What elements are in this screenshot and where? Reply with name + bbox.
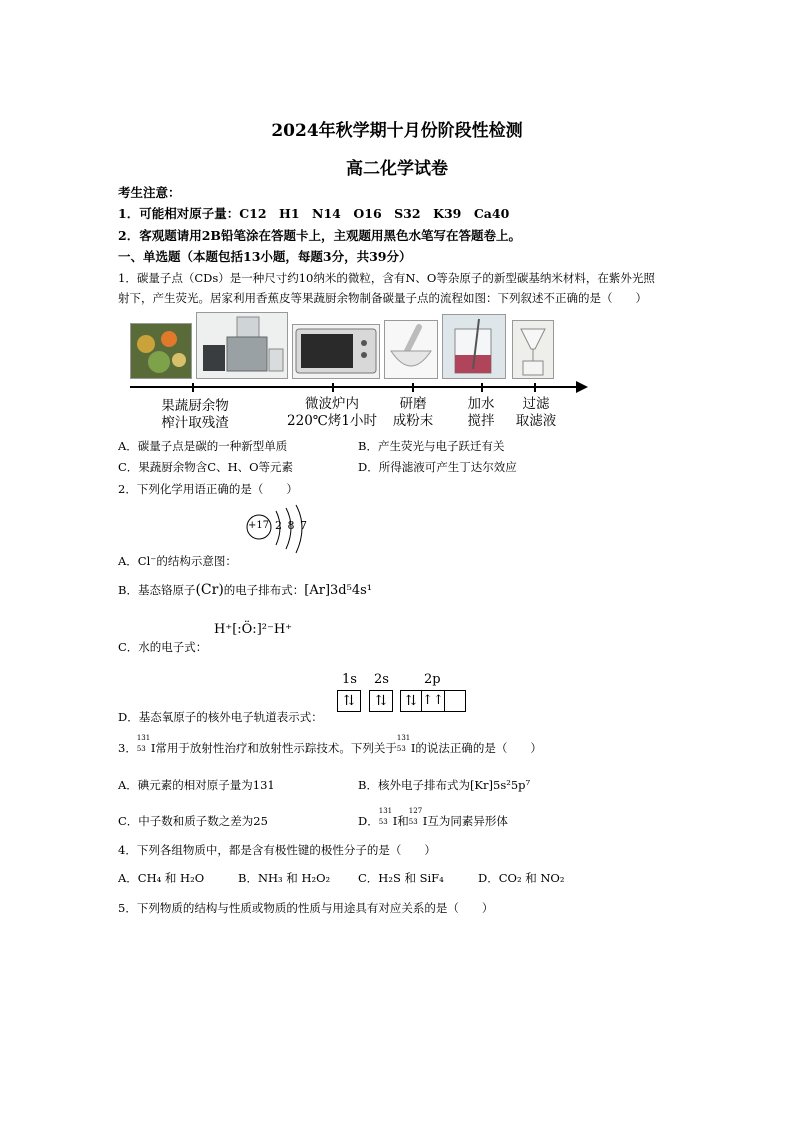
q2-stem: 2．下列化学用语正确的是（ ） — [118, 482, 298, 496]
orbital-box-2p-1: ⇅ — [400, 690, 422, 712]
q4-option-c: C．H₂S 和 SiF₄ — [358, 871, 444, 885]
q4-stem: 4．下列各组物质中，都是含有极性键的极性分子的是（ ） — [118, 843, 436, 857]
nucleus-charge: +17 — [248, 520, 270, 531]
exam-subtitle: 高二化学试卷 — [346, 159, 448, 179]
flow-tick — [192, 383, 194, 392]
q1-stem-line-2: 射下，产生荧光。居家利用香蕉皮等果蔬厨余物制备碳量子点的流程如图：下列叙述不正确的是（ ） — [118, 291, 647, 305]
flow-arrow-line — [130, 386, 578, 388]
orbital-box-2s: ⇅ — [369, 690, 393, 712]
q4-option-d: D．CO₂ 和 NO₂ — [478, 871, 565, 885]
flow-step-3-label: 研磨 成粉末 — [392, 396, 434, 429]
q2-option-d: D．基态氧原子的核外电子轨道表示式： — [118, 710, 323, 724]
flow-step-1-label: 果蔬厨余物 榨汁取残渣 — [161, 398, 229, 431]
section-heading: 一、单选题（本题包括13小题，每题3分，共39分） — [118, 249, 412, 264]
q2-option-c: C．水的电子式： — [118, 640, 208, 654]
flow-tick — [412, 383, 414, 392]
q3-option-c: C．中子数和质子数之差为25 — [118, 814, 268, 828]
notice-line-1: 1．可能相对原子量：C12 H1 N14 O16 S32 K39 Ca40 — [118, 206, 510, 221]
q1-stem-line-1: 1．碳量子点（CDs）是一种尺寸约10纳米的微粒，含有N、O等杂原子的新型碳基纳米材料，在紫外光照 — [118, 271, 655, 285]
q1-option-d: D．所得滤液可产生丁达尔效应 — [358, 460, 517, 474]
q2-option-b: B．基态铬原子(Cr)的电子排布式：[Ar]3d⁵4s¹ — [118, 582, 372, 598]
q3-stem: 3． 131 53 I常用于放射性治疗和放射性示踪技术。下列关于 131 53 I的说法正确的是（ ） — [118, 734, 542, 755]
exam-title: 2024年秋学期十月份阶段性检测 — [271, 121, 523, 141]
electron-shells: 2 8 7 — [275, 519, 308, 532]
flow-tick — [332, 383, 334, 392]
flow-step-2-label: 微波炉内 220℃烤1小时 — [287, 396, 377, 429]
q1-option-c: C．果蔬厨余物含C、H、O等元素 — [118, 460, 294, 474]
vegetable-scraps-image — [130, 323, 192, 379]
orbital-box-2p-2: ↑↑ — [421, 690, 445, 712]
orbital-box-2p-3 — [444, 690, 466, 712]
q3-option-a: A．碘元素的相对原子量为131 — [118, 778, 275, 792]
chloride-ion-structure-diagram — [244, 503, 314, 563]
water-electron-formula: H⁺[:Ö:]²⁻H⁺ — [214, 622, 293, 637]
juicer-image — [196, 312, 288, 379]
orbital-label-1s: 1s — [342, 672, 357, 687]
beaker-stirring-image — [442, 314, 506, 379]
orbital-box-1s: ⇅ — [337, 690, 361, 712]
q5-stem: 5．下列物质的结构与性质或物质的性质与用途具有对应关系的是（ ） — [118, 901, 494, 915]
q2-option-a: A．Cl⁻的结构示意图： — [118, 554, 237, 568]
q1-option-a: A．碳量子点是碳的一种新型单质 — [118, 439, 288, 453]
flow-step-4-label: 加水 搅拌 — [467, 396, 495, 429]
q1-option-b: B．产生荧光与电子跃迁有关 — [358, 439, 505, 453]
microwave-image — [292, 324, 380, 379]
q4-option-a: A．CH₄ 和 H₂O — [118, 871, 205, 885]
mortar-pestle-image — [384, 320, 438, 379]
q4-option-b: B．NH₃ 和 H₂O₂ — [238, 871, 331, 885]
notice-heading: 考生注意： — [118, 185, 181, 200]
flow-arrow-head-icon — [576, 381, 588, 393]
filtration-image — [512, 320, 554, 379]
q3-option-d: D． 131 53 I和 127 53 I互为同素异形体 — [358, 807, 508, 828]
q3-option-b: B．核外电子排布式为[Kr]5s²5p⁷ — [358, 778, 531, 792]
orbital-label-2s: 2s — [374, 672, 389, 687]
flow-tick — [534, 383, 536, 392]
flow-step-5-label: 过滤 取滤液 — [515, 396, 557, 429]
flow-tick — [481, 383, 483, 392]
notice-line-2: 2．客观题请用2B铅笔涂在答题卡上，主观题用黑色水笔写在答题卷上。 — [118, 228, 521, 243]
orbital-label-2p: 2p — [424, 672, 441, 687]
